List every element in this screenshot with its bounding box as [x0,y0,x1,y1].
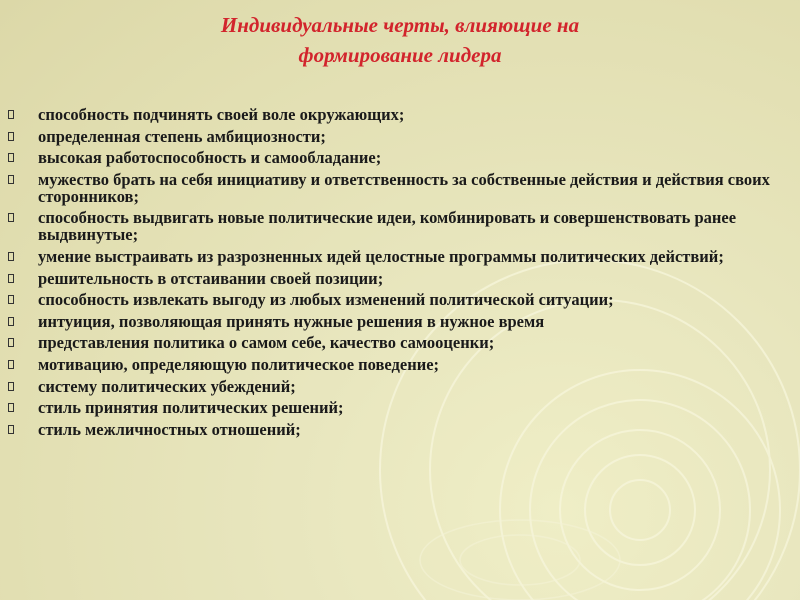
list-item-text: систему политических убеждений; [38,376,296,396]
missing-glyph-box-icon [8,295,14,304]
missing-glyph-box-icon [8,213,14,222]
list-item [0,399,800,416]
list-item-text: решительность в отстаивании своей позиции; [38,268,384,288]
list-item [0,378,800,395]
list-item-text: интуиция, позволяющая принять нужные решения в нужное время [38,311,545,331]
list-item [0,356,800,373]
missing-glyph-box-icon [8,175,14,184]
list-item-text: мужество брать на себя инициативу и ответственность за собственные действия и действия своих сторонников; [38,169,770,206]
missing-glyph-box-icon [8,274,14,283]
list-item-text: способность подчинять своей воле окружающих; [38,105,405,124]
missing-glyph-box-icon [8,153,14,162]
list-item-text: способность извлекать выгоду из любых изменений политической ситуации; [38,290,614,310]
list-item [0,334,800,351]
traits-bullet-list [0,106,800,442]
list-item-text: стиль межличностных отношений; [38,419,301,439]
list-item [0,421,800,438]
list-item-text: высокая работоспособность и самообладание; [38,148,382,168]
list-item-text: стиль принятия политических решений; [38,398,344,418]
slide-title-line-2: формирование лидера [298,43,502,67]
list-item [0,171,800,205]
missing-glyph-box-icon [8,360,14,369]
list-item [0,128,800,145]
missing-glyph-box-icon [8,338,14,347]
list-item [0,270,800,287]
list-item [0,291,800,308]
list-item-text: способность выдвигать новые политические идеи, комбинировать и совершенствовать ранее выдвинутые; [38,208,737,245]
list-item [0,149,800,166]
list-item-text: определенная степень амбициозности; [38,126,326,146]
list-item-text: мотивацию, определяющую политическое поведение; [38,354,440,374]
list-item-text: представления политика о самом себе, качество самооценки; [38,333,495,353]
slide-title [110,10,690,70]
missing-glyph-box-icon [8,382,14,391]
list-item [0,313,800,330]
missing-glyph-box-icon [8,110,14,119]
missing-glyph-box-icon [8,425,14,434]
missing-glyph-box-icon [8,403,14,412]
missing-glyph-box-icon [8,317,14,326]
list-item [0,248,800,265]
list-item [0,209,800,243]
slide-title-line-1: Индивидуальные черты, влияющие на [220,13,580,37]
list-item-text: умение выстраивать из разрозненных идей целостные программы политических действий; [38,246,724,266]
missing-glyph-box-icon [8,252,14,261]
list-item [0,106,800,123]
missing-glyph-box-icon [8,132,14,141]
